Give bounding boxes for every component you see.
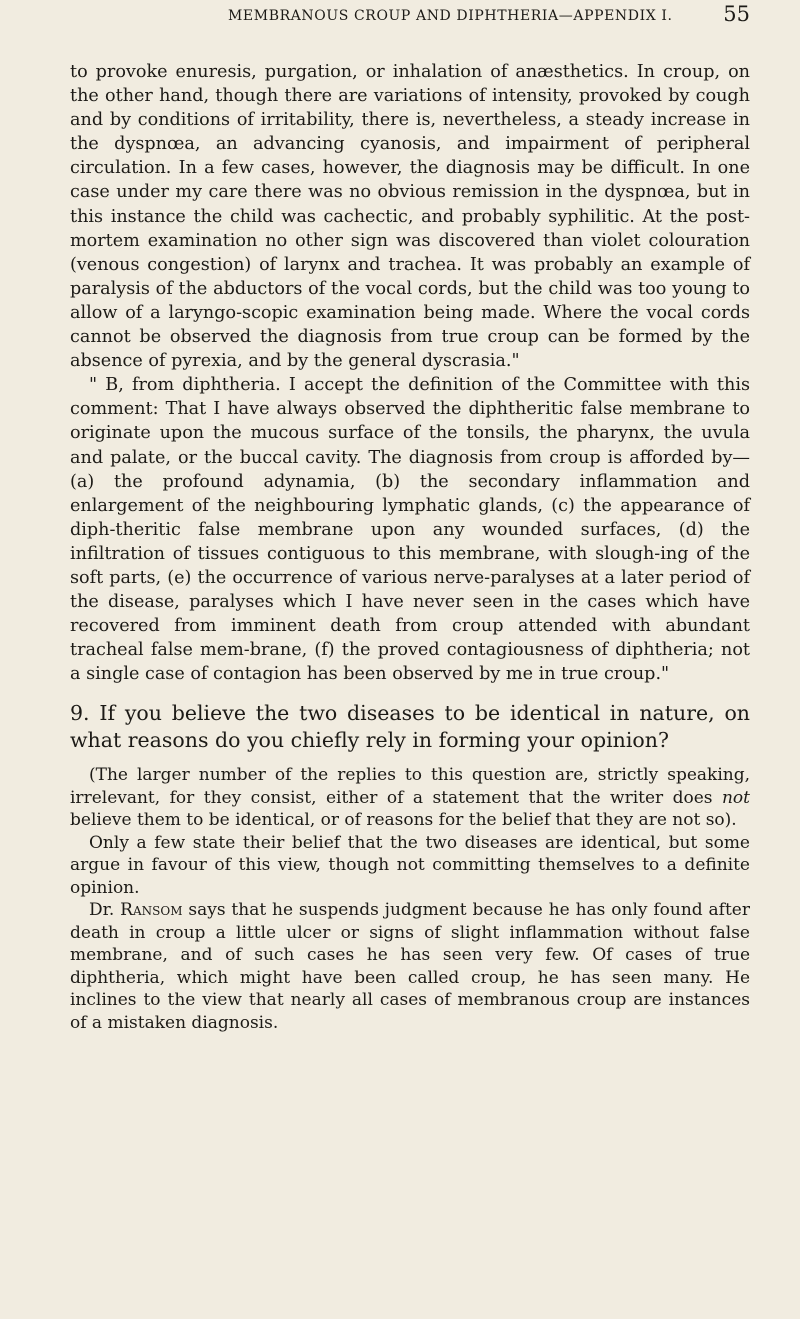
reply-paragraph-3	[70, 899, 750, 1034]
reply-p3-title: Dr.	[89, 900, 121, 921]
reply-p3-name: Ransom	[120, 900, 183, 921]
question-9: 9. If you believe the two diseases to be identical in nature, on what reasons do you chiefly rely in forming your opinion?	[70, 701, 750, 753]
reply-p3-text: says that he suspends judgment because he has only found after death in croup a little ulcer or signs of slight inflammation without false membrane, and of such cases he has seen very few. Of cases of true diphtheria, which might have been called croup, he has seen many. He inclines to the view that nearly all cases of membranous croup are instances of a mistaken diagnosis.	[70, 900, 750, 1033]
reply-p1-emphasis: not	[721, 787, 750, 808]
running-title: MEMBRANOUS CROUP AND DIPHTHERIA—APPENDIX I.	[228, 8, 673, 24]
reply-p1-text-b: believe them to be identical, or of reasons for the belief that they are not so).	[70, 810, 737, 831]
reply-p1-text-a: (The larger number of the replies to this question are, strictly speaking, irrelevant, for they consist, either of a statement that the writer does	[70, 765, 750, 808]
paragraph-diphtheria-diagnosis: " B, from diphtheria. I accept the definition of the Committee with this comment: That I have always observed the diphtheritic false membrane to originate upon the mucous surface of the tonsils, the pharynx, the uvula and palate, or the buccal cavity. The diagnosis from croup is afforded by—(a) the profound adynamia, (b) the secondary inflammation and enlargement of the neighbouring lymphatic glands, (c) the appearance of diph-theritic false membrane upon any wounded surfaces, (d) the infiltration of tissues contiguous to this membrane, with slough-ing of the soft parts, (e) the occurrence of various nerve-paralyses at a later period of the disease, paralyses which I have never seen in the cases which have recovered from imminent death from croup attended with abundant tracheal false mem-brane, (f) the proved contagiousness of diphtheria; not a single case of contagion has been observed by me in true croup."	[70, 375, 750, 685]
reply-section	[70, 764, 750, 1034]
paragraph-croup-diagnosis: to provoke enuresis, purgation, or inhalation of anæsthetics. In croup, on the other hand, though there are variations of intensity, provoked by cough and by conditions of irritability, there is, nevertheless, a steady increase in the dyspnœa, an advancing cyanosis, and impairment of peripheral circulation. In a few cases, however, the diagnosis may be difficult. In one case under my care there was no obvious remission in the dyspnœa, but in this instance the child was cachectic, and probably syphilitic. At the post-mortem examination no other sign was discovered than violet colouration (venous congestion) of larynx and trachea. It was probably an example of paralysis of the abductors of the vocal cords, but the child was too young to allow of a laryngo-scopic examination being made. Where the vocal cords cannot be observed the diagnosis from true croup can be formed by the absence of pyrexia, and by the general dyscrasia."	[70, 62, 750, 372]
running-head	[228, 2, 750, 26]
body-text	[70, 60, 750, 1034]
reply-paragraph-1	[70, 764, 750, 832]
page-number: 55	[723, 2, 750, 26]
reply-paragraph-2: Only a few state their belief that the two diseases are identical, but some argue in favour of this view, though not committing themselves to a definite opinion.	[70, 832, 750, 898]
